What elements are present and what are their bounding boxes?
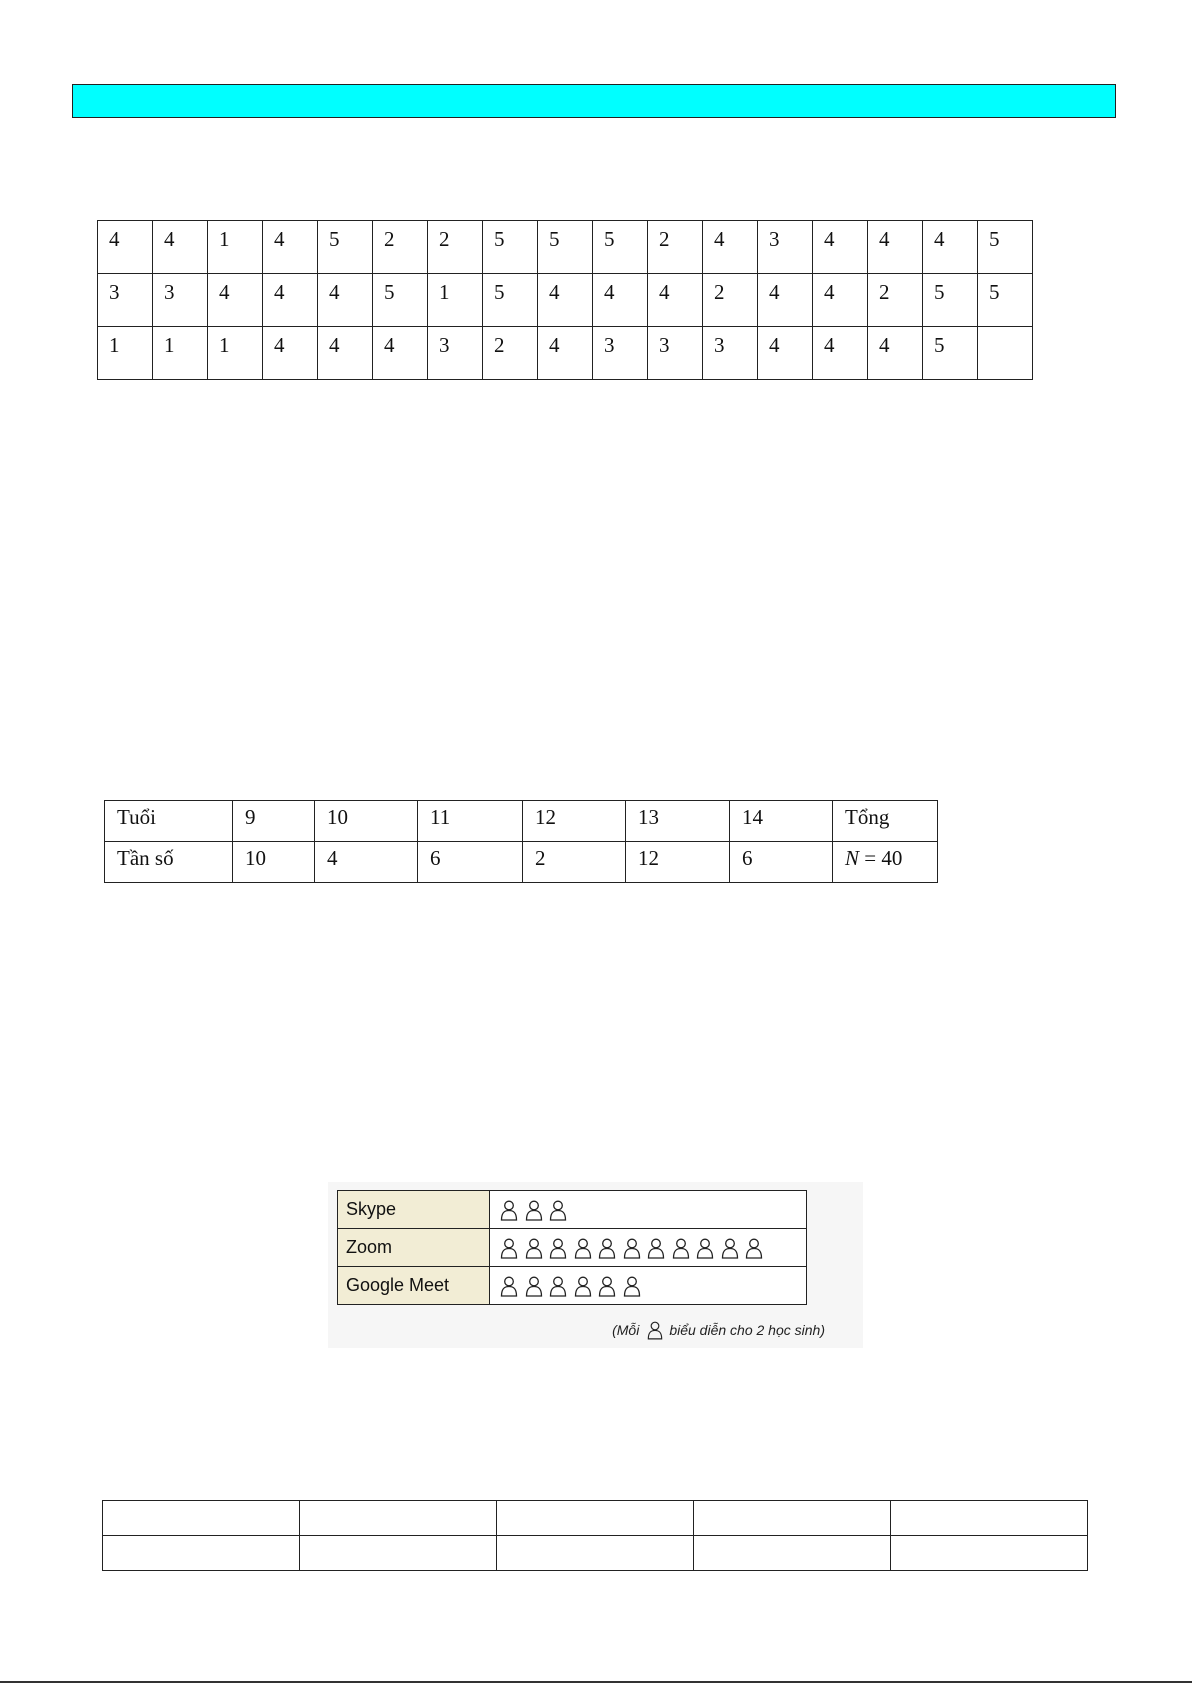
data-cell: 4 [868,221,923,274]
person-outline-icon [549,1237,567,1259]
data-cell: 3 [703,327,758,380]
pictograph-row [338,1267,807,1305]
person-outline-icon [500,1275,518,1297]
data-cell: 4 [868,327,923,380]
total-header-cell: Tổng [833,801,938,842]
data-cell: 4 [538,274,593,327]
frequency-cell: 12 [626,842,730,883]
person-outline-icon [647,1237,665,1259]
pictograph-row [338,1191,807,1229]
data-cell: 3 [428,327,483,380]
data-cell: 2 [373,221,428,274]
data-cell: 2 [703,274,758,327]
empty-cell [497,1536,694,1571]
data-cell: 3 [153,274,208,327]
person-outline-icon [598,1275,616,1297]
data-cell: 5 [923,327,978,380]
data-cell: 4 [758,327,813,380]
pictograph-caption [612,1320,825,1340]
person-outline-icon [696,1237,714,1259]
empty-cell [103,1536,300,1571]
table-row [105,801,938,842]
data-cell: 4 [373,327,428,380]
person-outline-icon [525,1237,543,1259]
data-cell: 4 [813,327,868,380]
person-outline-icon [549,1199,567,1221]
data-cell: 4 [923,221,978,274]
pictograph-label: Google Meet [338,1267,490,1305]
person-outline-icon [745,1237,763,1259]
person-outline-icon [721,1237,739,1259]
pictograph-label: Skype [338,1191,490,1229]
person-outline-icon [525,1275,543,1297]
data-cell: 3 [758,221,813,274]
frequency-cell: 6 [418,842,523,883]
empty-cell [891,1536,1088,1571]
data-cell: 4 [318,274,373,327]
empty-cell [300,1501,497,1536]
person-outline-icon [525,1199,543,1221]
empty-cell [497,1501,694,1536]
data-cell: 1 [153,327,208,380]
data-cell: 5 [593,221,648,274]
raw-data-table [97,220,1033,380]
data-cell: 5 [978,221,1033,274]
data-cell: 2 [483,327,538,380]
pictograph-label: Zoom [338,1229,490,1267]
person-outline-icon [574,1237,592,1259]
frequency-cell: 6 [730,842,833,883]
data-cell: 5 [978,274,1033,327]
data-cell: 4 [263,221,318,274]
total-variable: N [845,846,860,870]
empty-cell [694,1536,891,1571]
person-outline-icon [574,1275,592,1297]
data-cell: 1 [208,221,263,274]
table-row [103,1501,1088,1536]
table-row [105,842,938,883]
person-outline-icon [672,1237,690,1259]
data-cell: 4 [758,274,813,327]
empty-answer-table [102,1500,1088,1571]
data-cell: 4 [648,274,703,327]
data-cell: 4 [813,221,868,274]
data-cell: 5 [483,274,538,327]
empty-cell [891,1501,1088,1536]
data-cell: 5 [923,274,978,327]
data-cell: 1 [428,274,483,327]
empty-cell [103,1501,300,1536]
table-row [103,1536,1088,1571]
age-header-cell: 14 [730,801,833,842]
age-header-cell: 9 [233,801,315,842]
data-cell: 3 [593,327,648,380]
data-cell: 5 [538,221,593,274]
data-cell: 4 [593,274,648,327]
data-cell: 3 [98,274,153,327]
person-outline-icon [549,1275,567,1297]
data-cell: 2 [428,221,483,274]
age-header-cell: 13 [626,801,730,842]
pictograph-icons [490,1191,807,1229]
data-cell: 4 [208,274,263,327]
person-outline-icon [500,1237,518,1259]
data-cell: 3 [648,327,703,380]
data-cell: 1 [98,327,153,380]
age-header-cell: 10 [315,801,418,842]
frequency-cell: 2 [523,842,626,883]
pictograph-icons [490,1229,807,1267]
pictograph-row [338,1229,807,1267]
data-cell: 4 [153,221,208,274]
person-outline-icon [500,1199,518,1221]
frequency-cell: 10 [233,842,315,883]
caption-suffix: biểu diễn cho 2 học sinh) [669,1322,825,1338]
data-cell: 5 [318,221,373,274]
table-row [98,274,1033,327]
data-cell: 2 [648,221,703,274]
data-cell: 4 [813,274,868,327]
person-outline-icon [598,1237,616,1259]
page-bottom-rule [0,1681,1192,1683]
total-value: = 40 [859,846,903,870]
empty-cell [300,1536,497,1571]
frequency-label-cell: Tần số [105,842,233,883]
data-cell: 5 [373,274,428,327]
data-cell [978,327,1033,380]
person-outline-icon [623,1237,641,1259]
age-header-cell: 12 [523,801,626,842]
age-frequency-table [104,800,938,883]
data-cell: 4 [703,221,758,274]
person-outline-icon [647,1320,663,1340]
pictograph-table [337,1190,807,1305]
table-row [98,221,1033,274]
empty-cell [694,1501,891,1536]
age-header-cell: Tuổi [105,801,233,842]
data-cell: 1 [208,327,263,380]
frequency-cell: 4 [315,842,418,883]
total-cell [833,842,938,883]
data-cell: 4 [263,274,318,327]
pictograph [328,1182,863,1348]
pictograph-icons [490,1267,807,1305]
section-banner [72,84,1116,118]
data-cell: 4 [263,327,318,380]
data-cell: 5 [483,221,538,274]
table-row [98,327,1033,380]
age-header-cell: 11 [418,801,523,842]
person-outline-icon [623,1275,641,1297]
data-cell: 4 [318,327,373,380]
caption-prefix: (Mỗi [612,1322,640,1338]
data-cell: 4 [98,221,153,274]
data-cell: 4 [538,327,593,380]
data-cell: 2 [868,274,923,327]
